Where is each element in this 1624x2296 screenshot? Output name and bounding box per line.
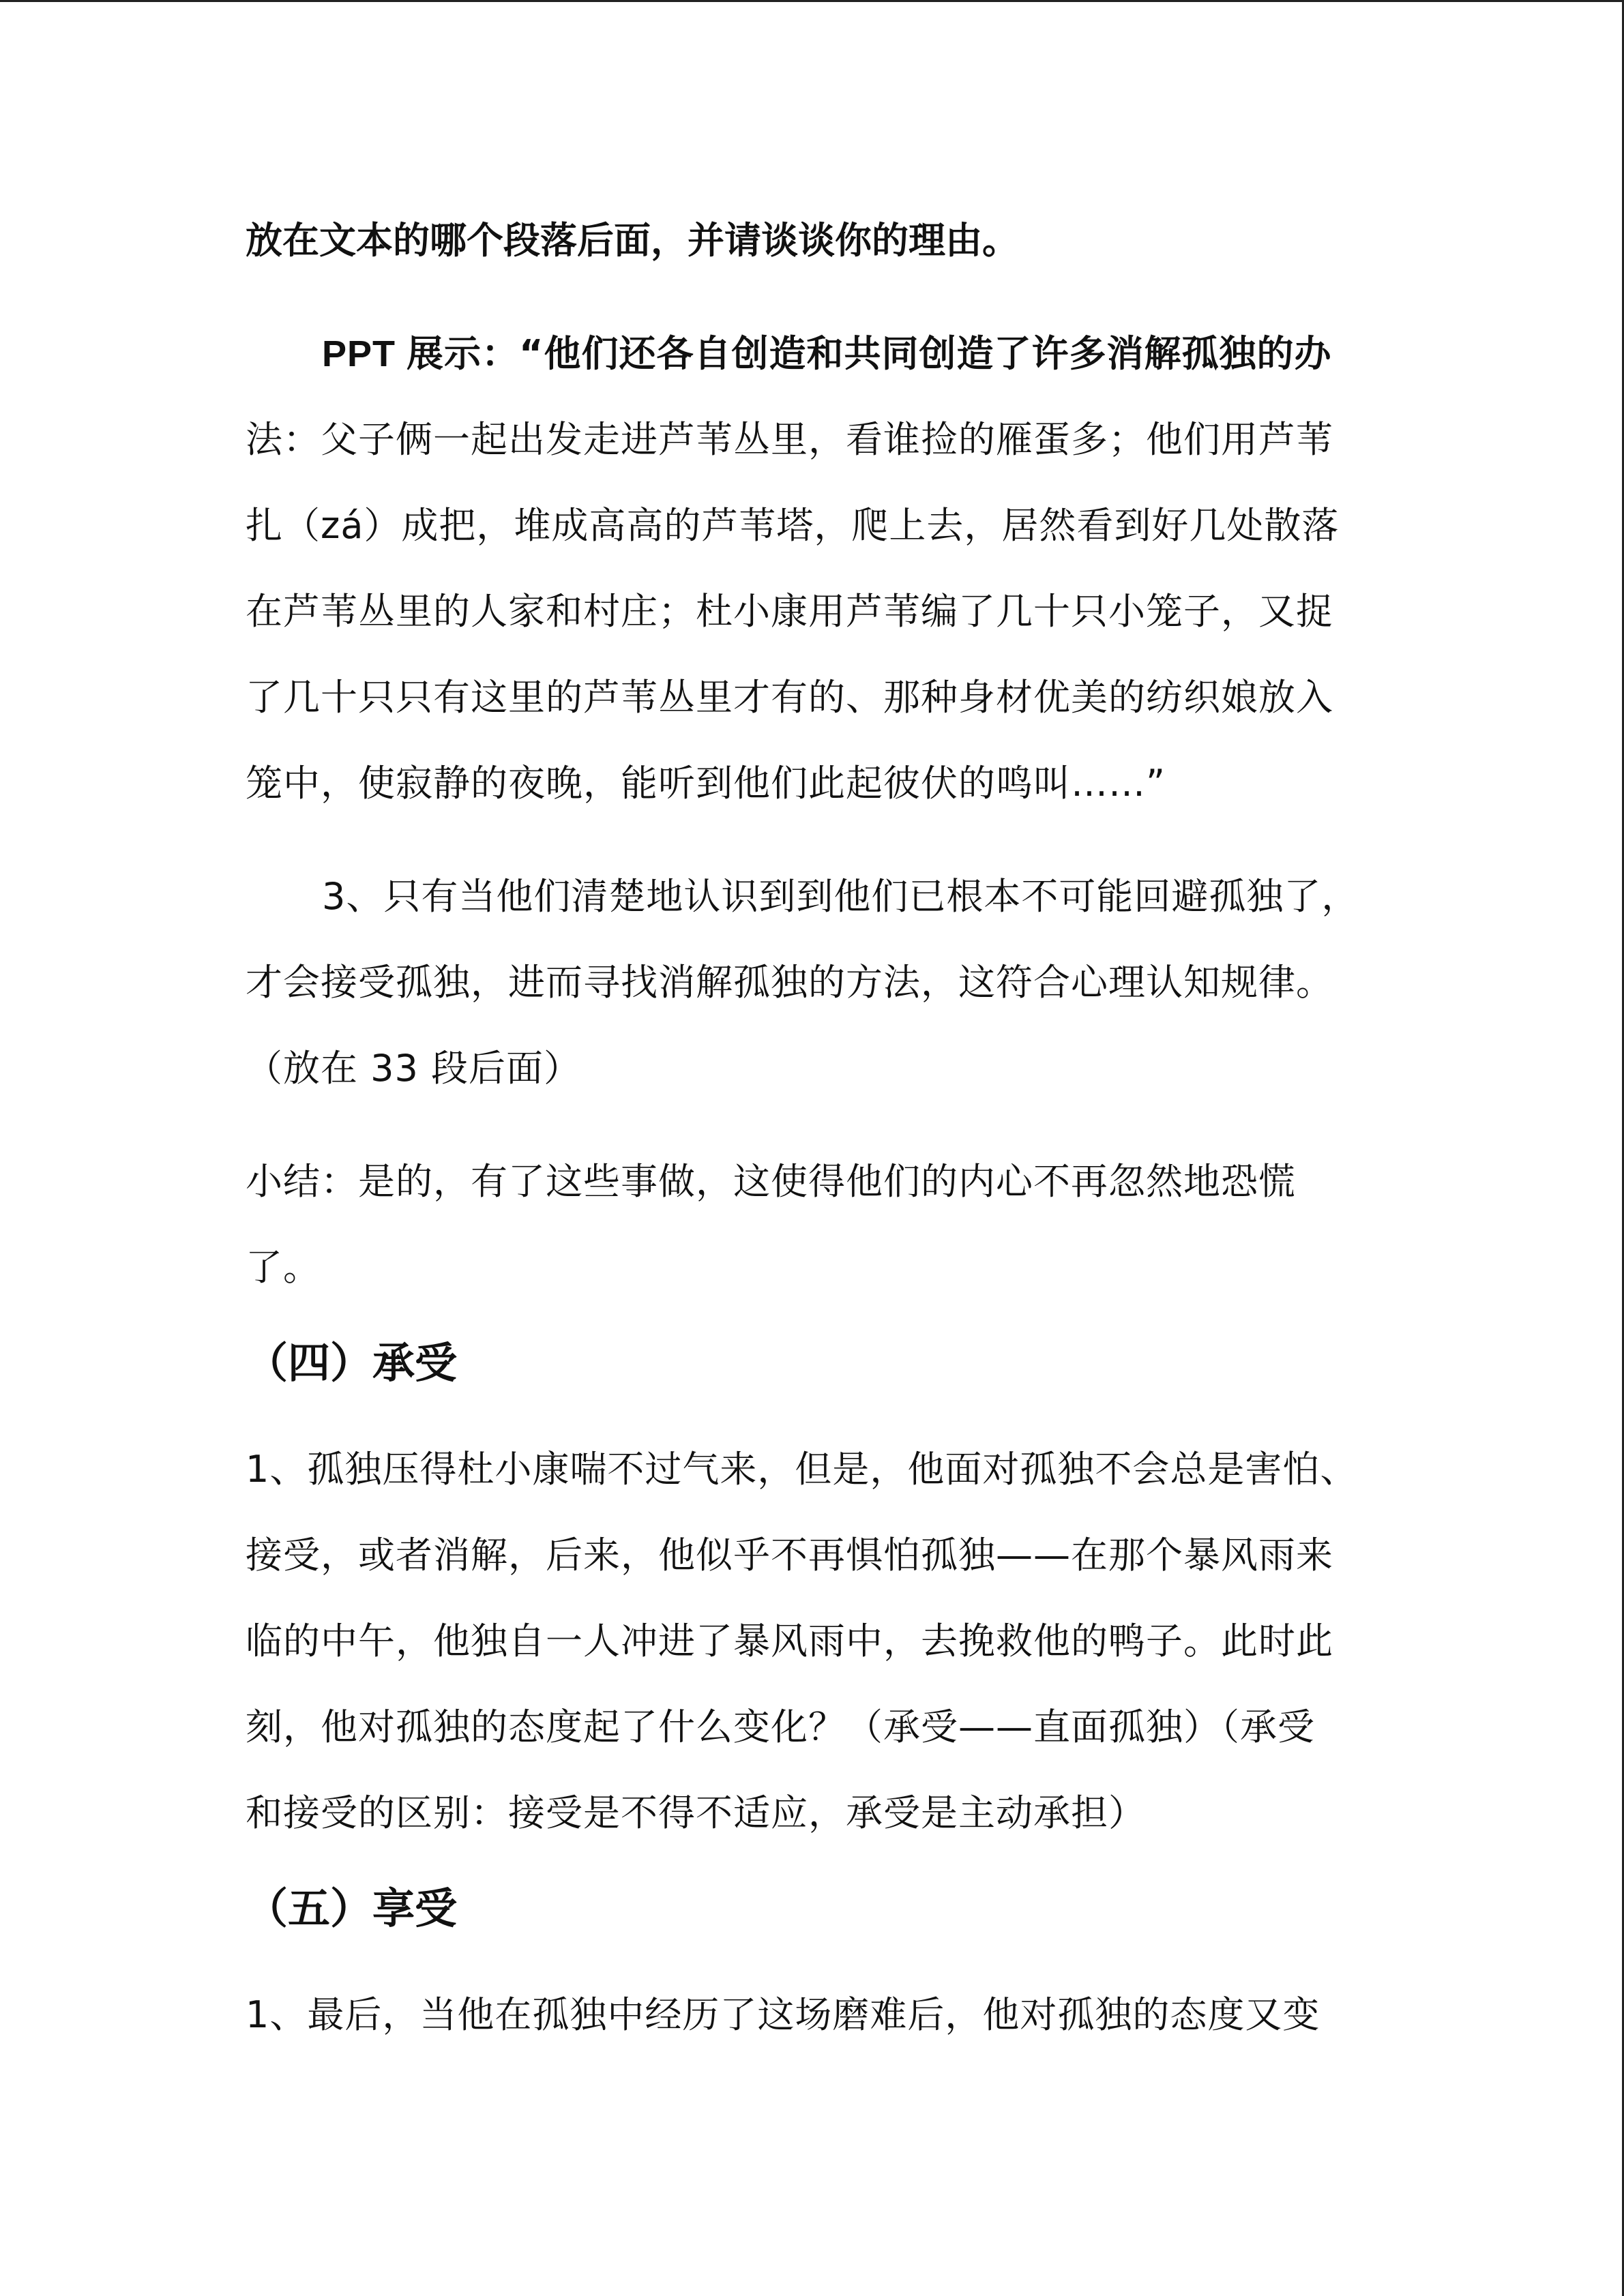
summary-paragraph [246, 1139, 1357, 1311]
section-4-line: 接受，或者消解，后来，他似乎不再惧怕孤独——在那个暴风雨来 [246, 1534, 1333, 1577]
ppt-label: PPT 展示： [322, 333, 520, 374]
ppt-paragraph [246, 311, 1357, 826]
ppt-quote-start: “他们还各自创造和共同创造了许多消解孤独的办 [519, 332, 1332, 375]
section-4-paragraph [246, 1427, 1357, 1856]
point-3-line: 才会接受孤独，进而寻找消解孤独的方法，这符合心理认知规律。 [246, 961, 1333, 1004]
spacer [246, 826, 1357, 854]
section-4-line: 临的中午，他独自一人冲进了暴风雨中，去挽救他的鸭子。此时此 [246, 1620, 1333, 1663]
ppt-line: 笼中，使寂静的夜晚，能听到他们此起彼伏的鸣叫……” [246, 762, 1166, 805]
ppt-line: 扎（zá）成把，堆成高高的芦苇塔，爬上去，居然看到好几处散落 [246, 504, 1340, 547]
section-5-line: 1、最后，当他在孤独中经历了这场磨难后，他对孤独的态度又变 [246, 1993, 1320, 2036]
summary-line: 小结：是的，有了这些事做，这使得他们的内心不再忽然地恐慌 [246, 1160, 1296, 1203]
spacer [246, 284, 1357, 311]
document-body [246, 198, 1357, 2058]
spacer [246, 1112, 1357, 1139]
intro-line: 放在文本的哪个段落后面，并请谈谈你的理由。 [246, 219, 1019, 262]
section-5-paragraph [246, 1972, 1357, 2058]
ppt-line: 法：父子俩一起出发走进芦苇丛里，看谁捡的雁蛋多；他们用芦苇 [246, 418, 1333, 461]
section-4-line: 和接受的区别：接受是不得不适应，承受是主动承担） [246, 1791, 1146, 1834]
ppt-line: 了几十只只有这里的芦苇丛里才有的、那种身材优美的纺织娘放入 [246, 676, 1333, 719]
section-4-line: 刻，他对孤独的态度起了什么变化？（承受——直面孤独）（承受 [246, 1705, 1315, 1748]
point-3-paragraph [246, 854, 1357, 1112]
ppt-first-line [246, 311, 1357, 397]
ppt-line: 在芦苇丛里的人家和村庄；杜小康用芦苇编了几十只小笼子，又捉 [246, 590, 1333, 633]
point-3-note: （放在 33 段后面） [246, 1047, 582, 1090]
section-5-heading: （五）享受 [246, 1883, 458, 1933]
page-top-border [0, 0, 1624, 2]
point-3-line: 3、只有当他们清楚地认识到到他们已根本不可能回避孤独了， [322, 875, 1359, 918]
section-4-line: 1、孤独压得杜小康喘不过气来，但是，他面对孤独不会总是害怕、 [246, 1448, 1358, 1491]
section-4-heading: （四）承受 [246, 1338, 458, 1388]
summary-line: 了。 [246, 1246, 321, 1289]
